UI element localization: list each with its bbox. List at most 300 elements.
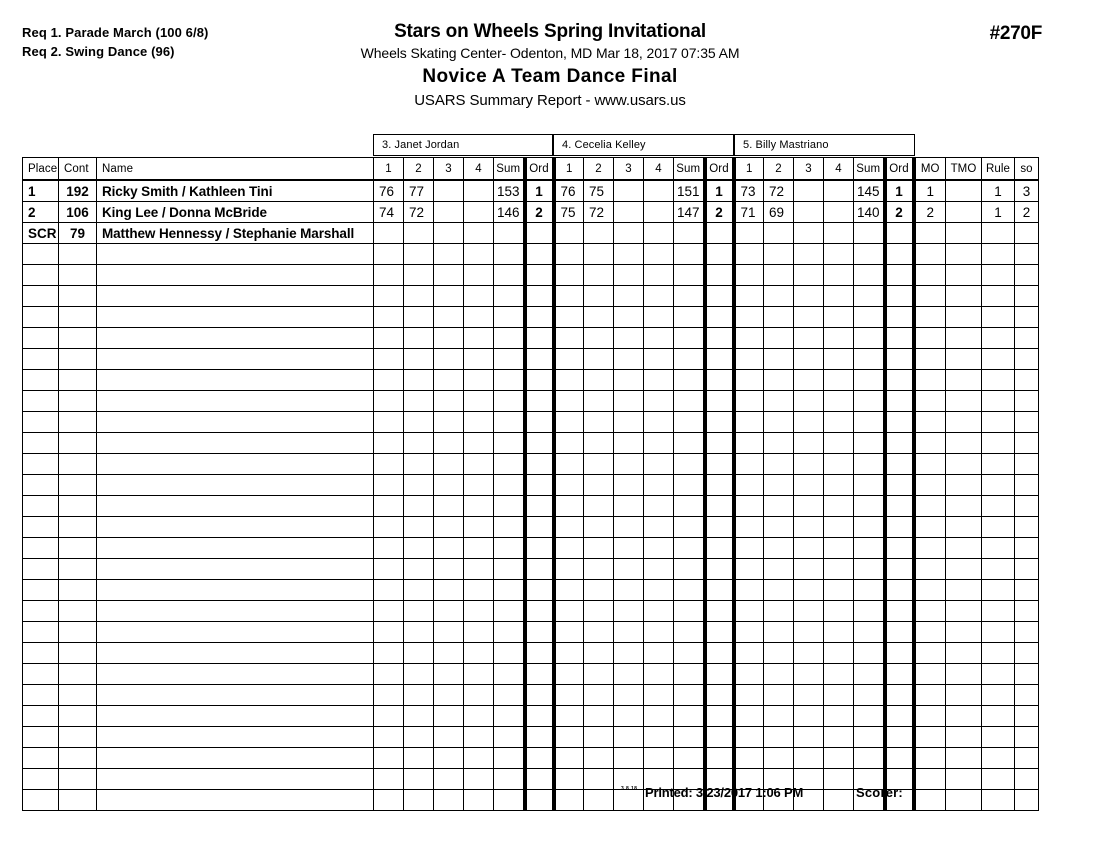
cell-empty <box>464 517 494 538</box>
cell-empty <box>434 433 464 454</box>
cell-empty <box>764 349 794 370</box>
cell-empty <box>946 391 982 412</box>
cell-empty <box>885 265 914 286</box>
cell-empty <box>734 601 764 622</box>
cell-empty <box>1015 517 1039 538</box>
cell-empty <box>824 433 854 454</box>
cell-rule <box>982 223 1015 244</box>
cell-empty <box>59 727 97 748</box>
col-header-place: Place <box>23 158 59 181</box>
cell-empty <box>674 559 705 580</box>
cell-empty <box>97 391 374 412</box>
cell-empty <box>824 391 854 412</box>
cell-j3-sum: 146 <box>494 202 525 223</box>
cell-empty <box>97 412 374 433</box>
cell-empty <box>705 370 734 391</box>
cell-empty <box>404 265 434 286</box>
cell-empty <box>946 580 982 601</box>
cell-empty <box>885 748 914 769</box>
cell-empty <box>674 538 705 559</box>
cell-empty <box>734 454 764 475</box>
cell-empty <box>494 433 525 454</box>
cell-empty <box>764 559 794 580</box>
cell-empty <box>794 475 824 496</box>
cell-empty <box>59 412 97 433</box>
cell-empty <box>434 328 464 349</box>
cell-empty <box>854 664 885 685</box>
cell-empty <box>464 475 494 496</box>
cell-j4-dance-2: 72 <box>584 202 614 223</box>
cell-empty <box>764 475 794 496</box>
cell-j5-dance-2: 72 <box>764 180 794 202</box>
cell-empty <box>404 433 434 454</box>
cell-j4-dance-1: 76 <box>554 180 584 202</box>
cell-empty <box>794 622 824 643</box>
col-header-mo: MO <box>914 158 946 181</box>
cell-empty <box>584 559 614 580</box>
cell-mo: 2 <box>914 202 946 223</box>
cell-empty <box>914 328 946 349</box>
cell-empty <box>854 307 885 328</box>
judge-header-3: 3. Janet Jordan <box>373 134 553 156</box>
cell-empty <box>374 601 404 622</box>
cell-empty <box>404 328 434 349</box>
cell-empty <box>885 601 914 622</box>
cell-empty <box>885 622 914 643</box>
cell-empty <box>97 685 374 706</box>
cell-empty <box>554 706 584 727</box>
cell-empty <box>644 454 674 475</box>
cell-empty <box>434 580 464 601</box>
cell-empty <box>464 643 494 664</box>
table-row-empty <box>23 580 1039 601</box>
cell-empty <box>374 622 404 643</box>
cell-empty <box>854 727 885 748</box>
cell-empty <box>404 664 434 685</box>
cell-empty <box>824 538 854 559</box>
col-header-j3-sum: Sum <box>494 158 525 181</box>
cell-empty <box>734 517 764 538</box>
cell-empty <box>674 517 705 538</box>
cell-empty <box>525 706 554 727</box>
cell-empty <box>982 601 1015 622</box>
cell-empty <box>734 391 764 412</box>
cell-empty <box>674 622 705 643</box>
cell-empty <box>494 391 525 412</box>
cell-empty <box>525 559 554 580</box>
cell-cont: 79 <box>59 223 97 244</box>
cell-j4-dance-4 <box>644 223 674 244</box>
cell-empty <box>614 349 644 370</box>
cell-empty <box>374 391 404 412</box>
cell-empty <box>982 307 1015 328</box>
cell-empty <box>374 286 404 307</box>
cell-empty <box>885 454 914 475</box>
col-header-j5-dance-3: 3 <box>794 158 824 181</box>
cell-empty <box>705 496 734 517</box>
cell-empty <box>374 433 404 454</box>
cell-empty <box>794 748 824 769</box>
cell-empty <box>23 664 59 685</box>
cell-empty <box>982 349 1015 370</box>
cell-empty <box>914 559 946 580</box>
cell-empty <box>525 412 554 433</box>
cell-empty <box>584 286 614 307</box>
cell-empty <box>434 307 464 328</box>
cell-empty <box>23 454 59 475</box>
table-row-empty <box>23 706 1039 727</box>
cell-empty <box>734 286 764 307</box>
cell-empty <box>614 580 644 601</box>
cell-empty <box>794 433 824 454</box>
cell-empty <box>404 475 434 496</box>
cell-cont: 192 <box>59 180 97 202</box>
cell-empty <box>554 475 584 496</box>
cell-empty <box>946 664 982 685</box>
judge-header-5: 5. Billy Mastriano <box>734 134 915 156</box>
cell-empty <box>1015 370 1039 391</box>
cell-empty <box>764 244 794 265</box>
table-row-empty <box>23 748 1039 769</box>
cell-empty <box>794 391 824 412</box>
cell-empty <box>614 517 644 538</box>
cell-empty <box>554 433 584 454</box>
cell-empty <box>464 622 494 643</box>
cell-cont: 106 <box>59 202 97 223</box>
cell-empty <box>374 643 404 664</box>
cell-empty <box>404 286 434 307</box>
cell-j5-dance-1: 73 <box>734 180 764 202</box>
cell-j3-dance-4 <box>464 202 494 223</box>
cell-empty <box>644 622 674 643</box>
cell-empty <box>705 538 734 559</box>
cell-j5-dance-2: 69 <box>764 202 794 223</box>
cell-empty <box>734 370 764 391</box>
cell-so: 2 <box>1015 202 1039 223</box>
cell-j4-sum: 151 <box>674 180 705 202</box>
cell-empty <box>525 265 554 286</box>
cell-empty <box>584 454 614 475</box>
col-header-j5-sum: Sum <box>854 158 885 181</box>
cell-empty <box>982 580 1015 601</box>
cell-empty <box>23 622 59 643</box>
cell-j5-dance-1 <box>734 223 764 244</box>
cell-tmo <box>946 223 982 244</box>
cell-empty <box>464 370 494 391</box>
cell-empty <box>674 370 705 391</box>
cell-empty <box>982 685 1015 706</box>
col-header-name: Name <box>97 158 374 181</box>
cell-empty <box>97 244 374 265</box>
cell-empty <box>404 307 434 328</box>
cell-empty <box>374 559 404 580</box>
cell-empty <box>914 286 946 307</box>
table-row-empty <box>23 328 1039 349</box>
cell-empty <box>554 727 584 748</box>
cell-empty <box>914 517 946 538</box>
venue-datetime-line: Wheels Skating Center- Odenton, MD Mar 18, 2017 07:35 AM <box>360 45 740 61</box>
cell-empty <box>982 622 1015 643</box>
cell-empty <box>946 307 982 328</box>
cell-empty <box>854 454 885 475</box>
cell-empty <box>464 601 494 622</box>
cell-empty <box>734 643 764 664</box>
cell-empty <box>824 622 854 643</box>
cell-empty <box>23 643 59 664</box>
cell-empty <box>404 580 434 601</box>
cell-empty <box>494 580 525 601</box>
cell-empty <box>1015 706 1039 727</box>
cell-empty <box>734 622 764 643</box>
cell-empty <box>674 412 705 433</box>
cell-empty <box>764 433 794 454</box>
cell-empty <box>982 475 1015 496</box>
cell-empty <box>705 286 734 307</box>
cell-empty <box>59 475 97 496</box>
cell-empty <box>982 370 1015 391</box>
cell-empty <box>854 706 885 727</box>
cell-empty <box>464 727 494 748</box>
cell-empty <box>614 706 644 727</box>
cell-empty <box>674 244 705 265</box>
cell-empty <box>97 328 374 349</box>
cell-empty <box>1015 559 1039 580</box>
cell-empty <box>946 706 982 727</box>
cell-empty <box>434 517 464 538</box>
cell-empty <box>464 265 494 286</box>
cell-empty <box>59 244 97 265</box>
cell-empty <box>734 475 764 496</box>
cell-empty <box>644 664 674 685</box>
cell-empty <box>97 286 374 307</box>
cell-empty <box>97 265 374 286</box>
cell-empty <box>885 727 914 748</box>
cell-tmo <box>946 180 982 202</box>
cell-j5-dance-4 <box>824 202 854 223</box>
cell-empty <box>644 391 674 412</box>
cell-empty <box>644 412 674 433</box>
cell-empty <box>374 328 404 349</box>
cell-empty <box>705 643 734 664</box>
cell-empty <box>854 244 885 265</box>
cell-empty <box>824 412 854 433</box>
cell-empty <box>914 370 946 391</box>
cell-empty <box>494 307 525 328</box>
cell-empty <box>982 391 1015 412</box>
col-header-j5-dance-1: 1 <box>734 158 764 181</box>
cell-empty <box>764 496 794 517</box>
cell-empty <box>644 349 674 370</box>
table-header-row <box>23 158 1039 181</box>
cell-empty <box>23 517 59 538</box>
cell-empty <box>97 559 374 580</box>
cell-empty <box>59 748 97 769</box>
cell-empty <box>644 685 674 706</box>
cell-empty <box>764 412 794 433</box>
cell-empty <box>434 685 464 706</box>
cell-empty <box>1015 391 1039 412</box>
cell-empty <box>674 664 705 685</box>
cell-empty <box>584 706 614 727</box>
col-header-j3-dance-4: 4 <box>464 158 494 181</box>
cell-empty <box>734 433 764 454</box>
cell-j3-dance-3 <box>434 223 464 244</box>
cell-empty <box>734 265 764 286</box>
cell-empty <box>914 454 946 475</box>
cell-empty <box>885 412 914 433</box>
cell-empty <box>982 412 1015 433</box>
cell-empty <box>554 643 584 664</box>
table-row-empty <box>23 538 1039 559</box>
cell-empty <box>404 559 434 580</box>
cell-j5-dance-4 <box>824 223 854 244</box>
cell-empty <box>674 643 705 664</box>
table-row-empty <box>23 454 1039 475</box>
cell-empty <box>59 559 97 580</box>
cell-empty <box>705 622 734 643</box>
cell-empty <box>674 685 705 706</box>
cell-empty <box>404 706 434 727</box>
col-header-j4-sum: Sum <box>674 158 705 181</box>
cell-empty <box>1015 328 1039 349</box>
cell-empty <box>23 748 59 769</box>
cell-empty <box>1015 244 1039 265</box>
event-title: Novice A Team Dance Final <box>422 66 678 87</box>
cell-empty <box>23 706 59 727</box>
cell-empty <box>705 664 734 685</box>
cell-empty <box>854 517 885 538</box>
cell-empty <box>23 496 59 517</box>
cell-empty <box>644 517 674 538</box>
cell-name: King Lee / Donna McBride <box>97 202 374 223</box>
cell-j4-dance-1: 75 <box>554 202 584 223</box>
cell-empty <box>494 706 525 727</box>
cell-empty <box>764 370 794 391</box>
cell-empty <box>464 433 494 454</box>
cell-empty <box>614 538 644 559</box>
cell-empty <box>525 370 554 391</box>
cell-empty <box>734 496 764 517</box>
cell-empty <box>97 307 374 328</box>
cell-empty <box>644 370 674 391</box>
cell-empty <box>644 748 674 769</box>
cell-empty <box>982 727 1015 748</box>
cell-empty <box>764 664 794 685</box>
cell-empty <box>946 748 982 769</box>
cell-empty <box>494 265 525 286</box>
cell-empty <box>1015 643 1039 664</box>
cell-empty <box>434 601 464 622</box>
table-row-empty <box>23 433 1039 454</box>
requirement-label: Req 1. <box>22 25 62 40</box>
cell-j5-dance-4 <box>824 180 854 202</box>
cell-empty <box>1015 685 1039 706</box>
cell-j4-ord: 2 <box>705 202 734 223</box>
cell-empty <box>59 433 97 454</box>
cell-empty <box>914 349 946 370</box>
table-row-empty <box>23 517 1039 538</box>
cell-empty <box>525 643 554 664</box>
cell-empty <box>764 622 794 643</box>
col-header-rule: Rule <box>982 158 1015 181</box>
cell-empty <box>584 748 614 769</box>
cell-empty <box>464 496 494 517</box>
cell-empty <box>554 265 584 286</box>
scorer-label: Scorer: <box>856 785 903 800</box>
cell-empty <box>434 370 464 391</box>
cell-empty <box>794 601 824 622</box>
cell-empty <box>59 349 97 370</box>
cell-empty <box>525 391 554 412</box>
cell-j5-dance-2 <box>764 223 794 244</box>
cell-tmo <box>946 202 982 223</box>
cell-empty <box>705 559 734 580</box>
cell-empty <box>464 580 494 601</box>
cell-j3-dance-1: 76 <box>374 180 404 202</box>
cell-empty <box>97 538 374 559</box>
cell-j5-dance-3 <box>794 202 824 223</box>
cell-empty <box>584 622 614 643</box>
cell-empty <box>584 580 614 601</box>
cell-empty <box>434 622 464 643</box>
cell-empty <box>59 664 97 685</box>
cell-empty <box>554 559 584 580</box>
cell-empty <box>885 643 914 664</box>
cell-empty <box>614 496 644 517</box>
cell-j4-dance-2: 75 <box>584 180 614 202</box>
cell-empty <box>23 328 59 349</box>
cell-empty <box>644 433 674 454</box>
cell-empty <box>794 370 824 391</box>
cell-empty <box>824 265 854 286</box>
cell-j3-dance-4 <box>464 223 494 244</box>
cell-empty <box>854 748 885 769</box>
cell-empty <box>464 454 494 475</box>
cell-empty <box>644 580 674 601</box>
col-header-j3-dance-1: 1 <box>374 158 404 181</box>
cell-empty <box>764 391 794 412</box>
cell-empty <box>885 349 914 370</box>
cell-rule: 1 <box>982 180 1015 202</box>
cell-empty <box>554 391 584 412</box>
cell-empty <box>946 349 982 370</box>
cell-empty <box>644 307 674 328</box>
cell-empty <box>614 643 644 664</box>
table-row-empty <box>23 622 1039 643</box>
cell-empty <box>525 475 554 496</box>
cell-j3-dance-2 <box>404 223 434 244</box>
cell-empty <box>554 307 584 328</box>
cell-empty <box>946 727 982 748</box>
cell-empty <box>584 349 614 370</box>
table-row <box>23 223 1039 244</box>
cell-empty <box>674 286 705 307</box>
cell-empty <box>674 328 705 349</box>
cell-empty <box>914 475 946 496</box>
cell-empty <box>525 664 554 685</box>
table-row-empty <box>23 412 1039 433</box>
cell-empty <box>794 664 824 685</box>
cell-empty <box>914 748 946 769</box>
cell-empty <box>614 265 644 286</box>
cell-empty <box>23 391 59 412</box>
cell-empty <box>734 328 764 349</box>
cell-j4-dance-3 <box>614 180 644 202</box>
cell-empty <box>1015 538 1039 559</box>
cell-empty <box>584 370 614 391</box>
event-number: #270F <box>989 23 1042 44</box>
cell-empty <box>614 391 644 412</box>
